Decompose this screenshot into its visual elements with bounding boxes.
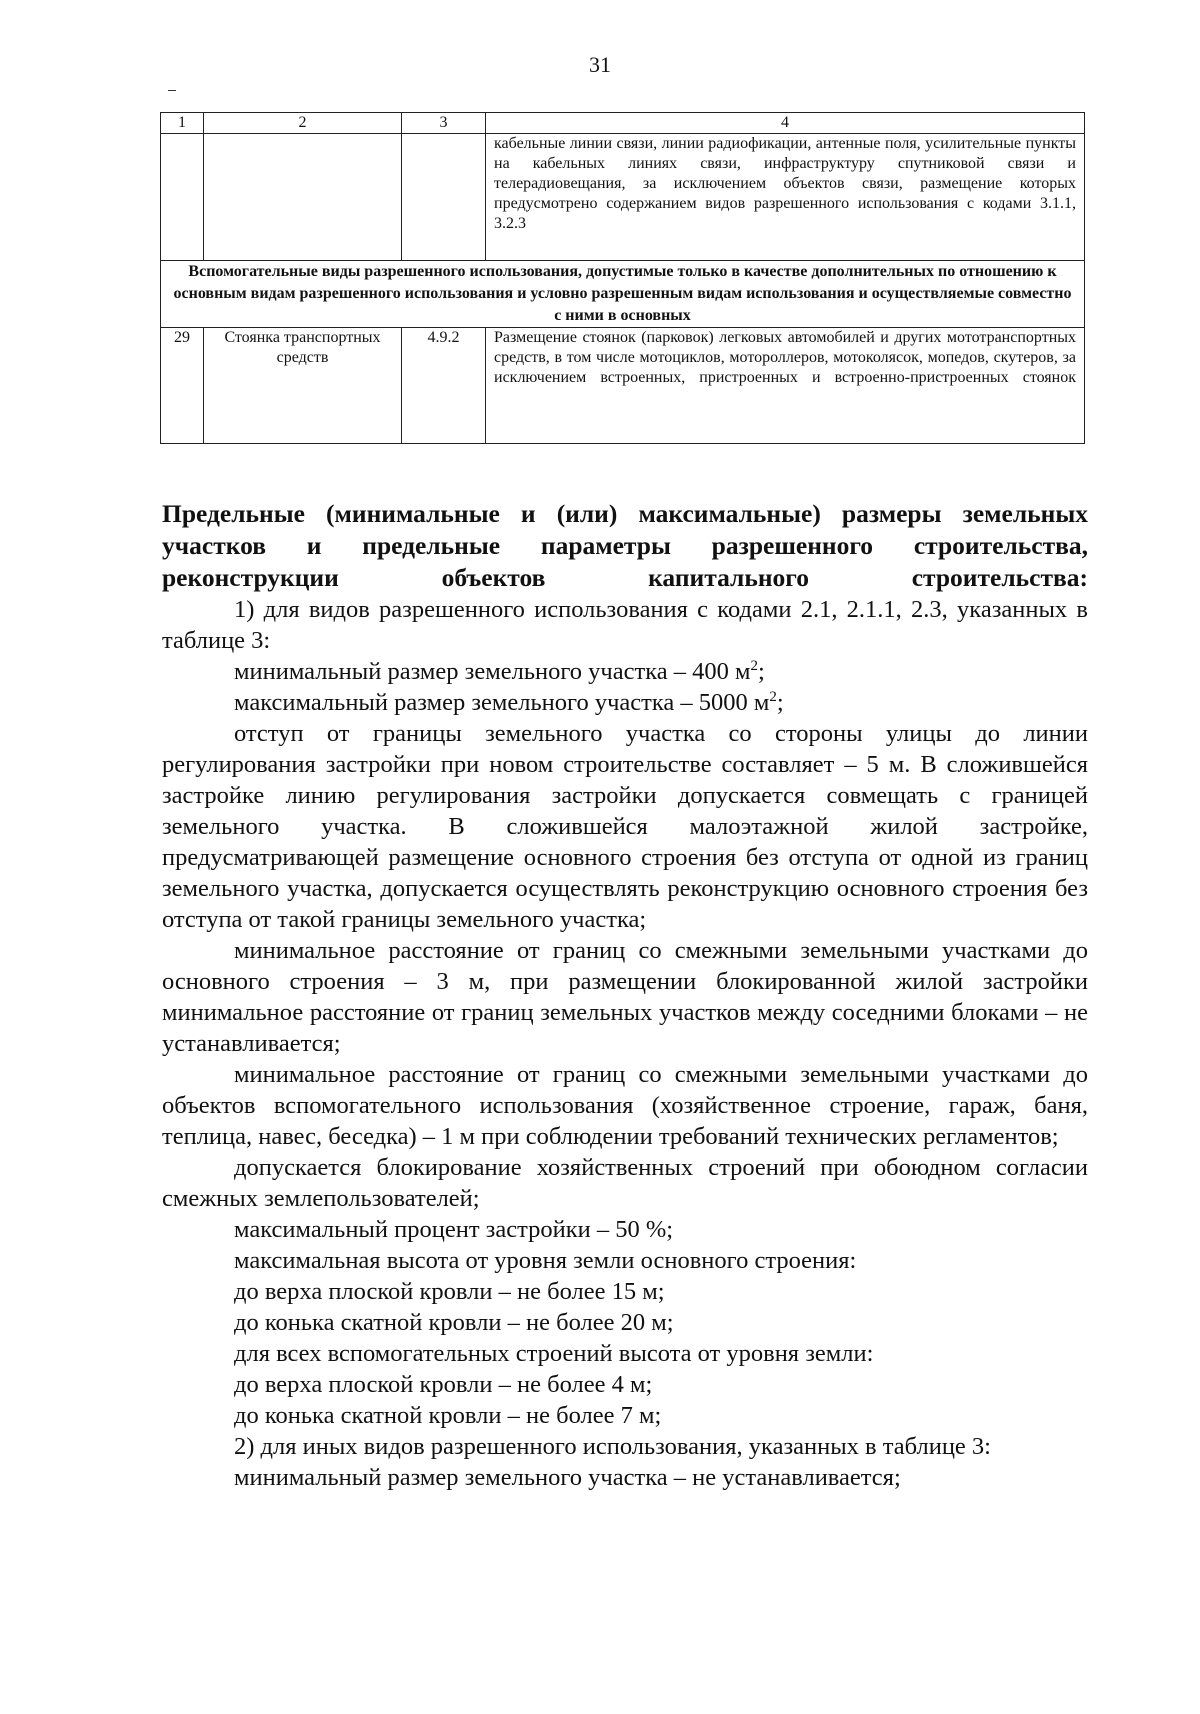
paragraph-5: минимальное расстояние от границ со смежными земельными участками до основного строения – 3 м, при размещении блокированной жилой застройки минимальное расстояние от границ земельных участков между соседними блоками – не устанавливается;	[162, 937, 1088, 1057]
row-code: 4.9.2	[402, 328, 486, 444]
row-description: Размещение стоянок (парковок) легковых автомобилей и других мототранспортных средств, в том числе мотоциклов, мотороллеров, мотоколясок, мопедов, скутеров, за исключением встроенных, пристроенных и встроенно-пристроенных стоянок	[486, 328, 1085, 444]
paragraph-10: до верха плоской кровли – не более 15 м;	[234, 1278, 665, 1305]
section-heading: Предельные (минимальные и (или) максимальные) размеры земельных участков и предельные параметры разрешенного строительства, реконструкции объектов капитального строительства:	[162, 499, 1088, 592]
paragraph-7: допускается блокирование хозяйственных строений при обоюдном согласии смежных землепользователей;	[162, 1154, 1088, 1212]
row-number: 29	[161, 328, 204, 444]
header-col-4: 4	[486, 113, 1085, 134]
paragraph-16: минимальный размер земельного участка – не устанавливается;	[234, 1464, 901, 1491]
continuation-description: кабельные линии связи, линии радиофикации, антенные поля, усилительные пункты на кабельных линиях связи, инфраструктуру спутниковой связи и телерадиовещания, за исключением объектов связи, размещение которых предусмотрено содержанием видов разрешенного использования с кодами 3.1.1, 3.2.3	[486, 134, 1085, 261]
paragraph-3	[162, 687, 1088, 718]
paragraph-13: до верха плоской кровли – не более 4 м;	[234, 1371, 653, 1398]
cell-empty	[402, 134, 486, 261]
section-title: Вспомогательные виды разрешенного использования, допустимые только в качестве дополнительных по отношению к основным видам разрешенного использования и условно разрешенным видам использования и осуществляемые совместно с ними в основных	[161, 261, 1085, 328]
table-header-row	[161, 113, 1085, 134]
paragraph-3-text: максимальный размер земельного участка – 5000 м	[234, 689, 770, 716]
table-section-row	[161, 261, 1085, 328]
header-col-2: 2	[204, 113, 402, 134]
land-use-table	[160, 112, 1085, 444]
cell-empty	[204, 134, 402, 261]
page-number: 31	[589, 52, 611, 77]
paragraph-2-sup: 2	[750, 657, 758, 674]
paragraph-2	[162, 656, 1088, 687]
paragraph-3-sup: 2	[769, 688, 777, 705]
paragraph-2-end: ;	[758, 658, 765, 685]
paragraph-6: минимальное расстояние от границ со смежными земельными участками до объектов вспомогательного использования (хозяйственное строение, гараж, баня, теплица, навес, беседка) – 1 м при соблюдении требований технических регламентов;	[162, 1061, 1088, 1150]
row-name: Стоянка транспортных средств	[204, 328, 402, 444]
main-text	[162, 498, 1088, 1493]
table-row	[161, 328, 1085, 444]
paragraph-2-text: минимальный размер земельного участка – 400 м	[234, 658, 751, 685]
scan-mark	[168, 90, 176, 91]
paragraph-4: отступ от границы земельного участка со стороны улицы до линии регулирования застройки при новом строительстве составляет – 5 м. В сложившейся застройке линию регулирования застройки допускается совмещать с границей земельного участка. В сложившейся малоэтажной жилой застройке, предусматривающей размещение основного строения без отступа от одной из границ земельного участка, допускается осуществлять реконструкцию основного строения без отступа от такой границы земельного участка;	[162, 720, 1088, 933]
table-row-continuation	[161, 134, 1085, 261]
paragraph-3-end: ;	[776, 689, 784, 716]
paragraph-11: до конька скатной кровли – не более 20 м;	[234, 1309, 674, 1336]
cell-empty	[161, 134, 204, 261]
paragraph-12: для всех вспомогательных строений высота от уровня земли:	[234, 1340, 874, 1367]
paragraph-15: 2) для иных видов разрешенного использования, указанных в таблице 3:	[234, 1433, 991, 1460]
paragraph-9: максимальная высота от уровня земли основного строения:	[234, 1247, 857, 1274]
paragraph-1: 1) для видов разрешенного использования с кодами 2.1, 2.1.1, 2.3, указанных в таблице 3:	[162, 596, 1088, 654]
header-col-1: 1	[161, 113, 204, 134]
paragraph-8: максимальный процент застройки – 50 %;	[234, 1216, 674, 1243]
paragraph-14: до конька скатной кровли – не более 7 м;	[234, 1402, 662, 1429]
header-col-3: 3	[402, 113, 486, 134]
